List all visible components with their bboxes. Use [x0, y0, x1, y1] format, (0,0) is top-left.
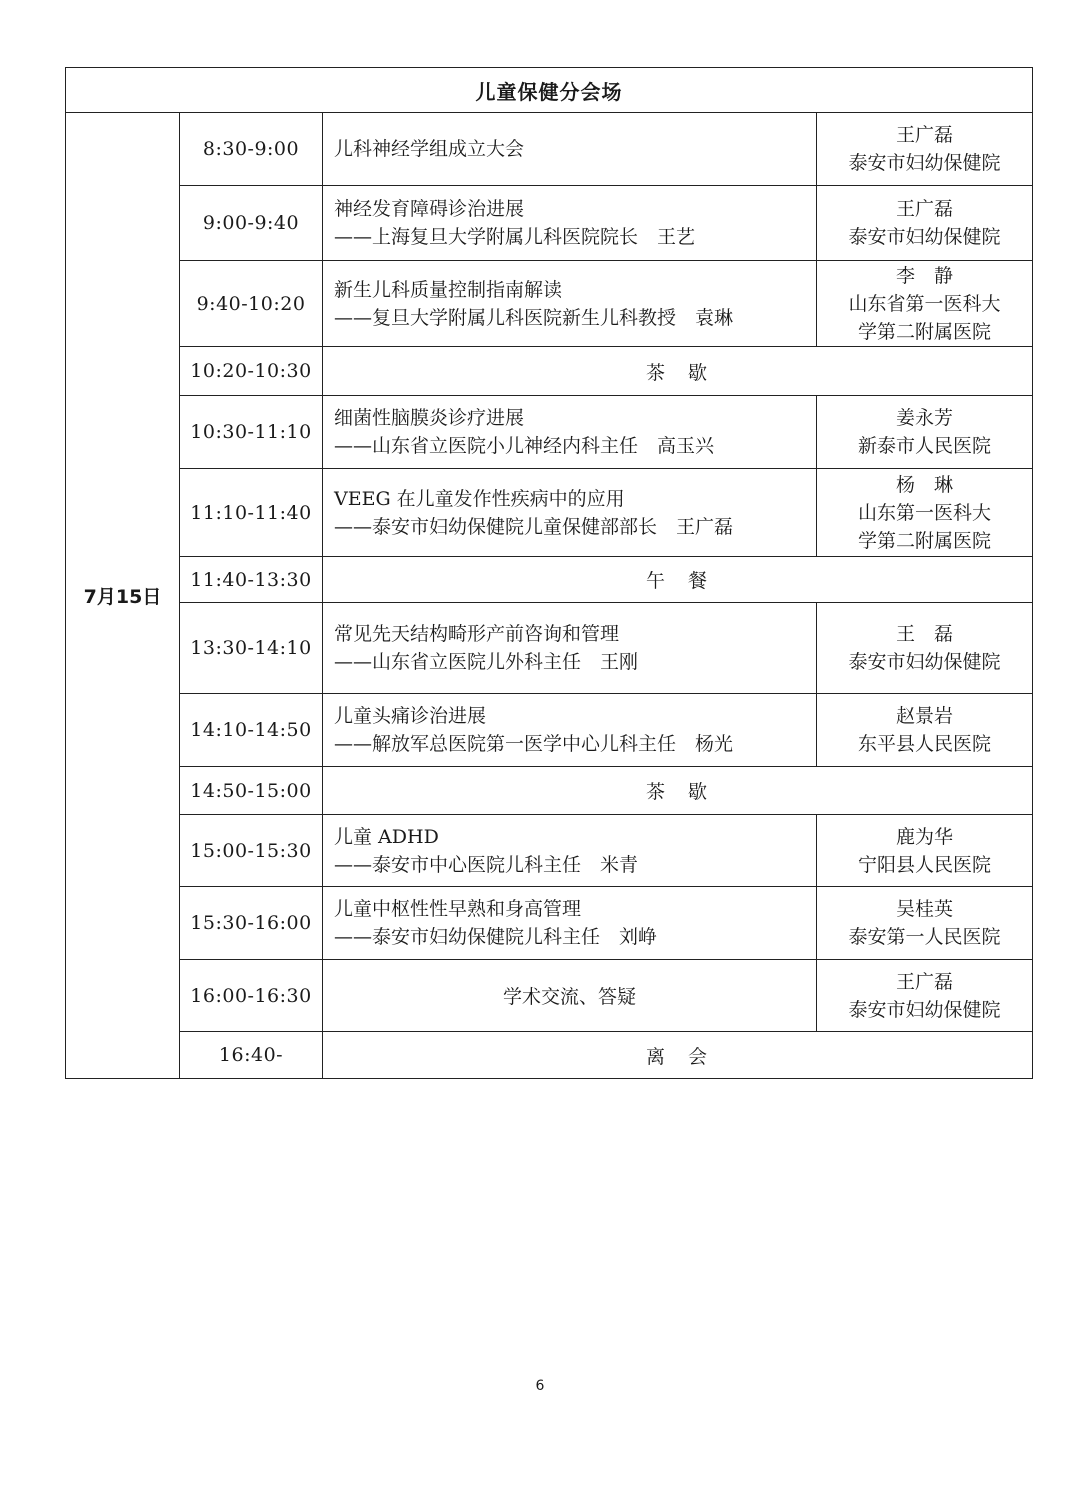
session-topic: 学术交流、答疑 — [323, 960, 817, 1032]
session-topic: 儿童 ADHD — [334, 825, 439, 848]
chair-name: 李 静 — [895, 264, 953, 287]
session-time: 10:20-10:30 — [180, 347, 323, 396]
chair-name: 王 磊 — [895, 623, 953, 645]
session-row — [66, 815, 1033, 887]
chair-cell — [817, 261, 1033, 347]
chair-cell — [817, 960, 1033, 1032]
break-row — [66, 557, 1033, 603]
break-label: 离 会 — [323, 1032, 1033, 1079]
session-speaker: ——上海复旦大学附属儿科医院院长 王艺 — [334, 226, 696, 248]
session-speaker: ——泰安市妇幼保健院儿科主任 刘峥 — [334, 926, 658, 948]
session-time: 15:30-16:00 — [180, 887, 323, 960]
session-topic: 新生儿科质量控制指南解读 — [334, 278, 563, 301]
session-row — [66, 960, 1033, 1032]
chair-org: 山东第一医科大 — [857, 501, 991, 524]
session-time: 10:30-11:10 — [180, 396, 323, 469]
title-row — [66, 68, 1033, 113]
session-row — [66, 603, 1033, 694]
chair-org: 东平县人民医院 — [857, 733, 991, 755]
session-topic: 细菌性脑膜炎诊疗进展 — [334, 407, 525, 429]
session-row — [66, 887, 1033, 960]
session-topic: 儿童头痛诊治进展 — [334, 705, 487, 727]
session-topic: 常见先天结构畸形产前咨询和管理 — [334, 623, 620, 645]
chair-org: 山东省第一医科大 — [848, 292, 1001, 315]
session-row — [66, 261, 1033, 347]
chair-name: 姜永芳 — [895, 407, 953, 429]
chair-cell — [817, 469, 1033, 557]
schedule-table — [65, 67, 1033, 1079]
session-speaker: ——山东省立医院儿外科主任 王刚 — [334, 651, 639, 673]
session-topic-cell — [323, 815, 817, 887]
session-row — [66, 396, 1033, 469]
session-time: 16:00-16:30 — [180, 960, 323, 1032]
session-time: 11:40-13:30 — [180, 557, 323, 603]
chair-cell — [817, 815, 1033, 887]
session-topic: VEEG 在儿童发作性疾病中的应用 — [334, 487, 625, 510]
chair-name: 赵景岩 — [895, 705, 953, 727]
session-topic-cell — [323, 603, 817, 694]
chair-org-line2: 学第二附属医院 — [857, 320, 991, 343]
session-time: 15:00-15:30 — [180, 815, 323, 887]
session-topic-cell — [323, 469, 817, 557]
session-row — [66, 469, 1033, 557]
chair-org: 泰安市妇幼保健院 — [848, 651, 1001, 673]
break-label: 茶 歇 — [323, 347, 1033, 396]
session-time: 9:40-10:20 — [180, 261, 323, 347]
break-label: 茶 歇 — [323, 767, 1033, 815]
session-time: 13:30-14:10 — [180, 603, 323, 694]
chair-org: 泰安市妇幼保健院 — [848, 226, 1001, 248]
session-row — [66, 113, 1033, 186]
session-speaker: ——泰安市妇幼保健院儿童保健部部长 王广磊 — [334, 515, 734, 538]
chair-org: 泰安第一人民医院 — [848, 926, 1001, 948]
chair-cell — [817, 113, 1033, 186]
page-number: 6 — [535, 1378, 545, 1394]
session-topic-cell — [323, 694, 817, 767]
session-time: 14:10-14:50 — [180, 694, 323, 767]
session-time: 14:50-15:00 — [180, 767, 323, 815]
chair-org: 新泰市人民医院 — [857, 435, 991, 457]
session-topic: 神经发育障碍诊治进展 — [334, 198, 525, 220]
chair-name: 鹿为华 — [895, 825, 953, 848]
break-label: 午 餐 — [323, 557, 1033, 603]
session-time: 8:30-9:00 — [180, 113, 323, 186]
session-date: 7月15日 — [66, 113, 180, 1079]
break-row — [66, 767, 1033, 815]
session-time: 9:00-9:40 — [180, 186, 323, 261]
session-speaker: ——山东省立医院小儿神经内科主任 高玉兴 — [334, 435, 715, 457]
session-time: 16:40- — [180, 1032, 323, 1079]
session-topic-cell — [323, 186, 817, 261]
session-topic-cell — [323, 113, 817, 186]
session-speaker: ——解放军总医院第一医学中心儿科主任 杨光 — [334, 733, 734, 755]
session-topic-cell — [323, 261, 817, 347]
session-speaker: ——泰安市中心医院儿科主任 米青 — [334, 853, 639, 876]
break-row — [66, 1032, 1033, 1079]
chair-org-line2: 学第二附属医院 — [857, 529, 991, 552]
chair-cell — [817, 186, 1033, 261]
session-speaker: ——复旦大学附属儿科医院新生儿科教授 袁琳 — [334, 306, 734, 329]
session-time: 11:10-11:40 — [180, 469, 323, 557]
chair-name: 王广磊 — [895, 970, 953, 993]
break-row — [66, 347, 1033, 396]
session-topic: 儿科神经学组成立大会 — [334, 138, 525, 160]
chair-org: 宁阳县人民医院 — [857, 853, 991, 876]
chair-cell — [817, 396, 1033, 469]
chair-cell — [817, 887, 1033, 960]
session-row — [66, 186, 1033, 261]
venue-title: 儿童保健分会场 — [66, 68, 1033, 113]
chair-name: 吴桂英 — [895, 898, 953, 920]
session-topic: 儿童中枢性性早熟和身高管理 — [334, 898, 582, 920]
chair-name: 王广磊 — [895, 124, 953, 146]
session-topic-cell — [323, 396, 817, 469]
session-row — [66, 694, 1033, 767]
chair-cell — [817, 694, 1033, 767]
chair-cell — [817, 603, 1033, 694]
session-topic-cell — [323, 887, 817, 960]
chair-name: 杨 琳 — [895, 473, 953, 496]
chair-org: 泰安市妇幼保健院 — [848, 152, 1001, 174]
chair-org: 泰安市妇幼保健院 — [848, 998, 1001, 1021]
chair-name: 王广磊 — [895, 198, 953, 220]
